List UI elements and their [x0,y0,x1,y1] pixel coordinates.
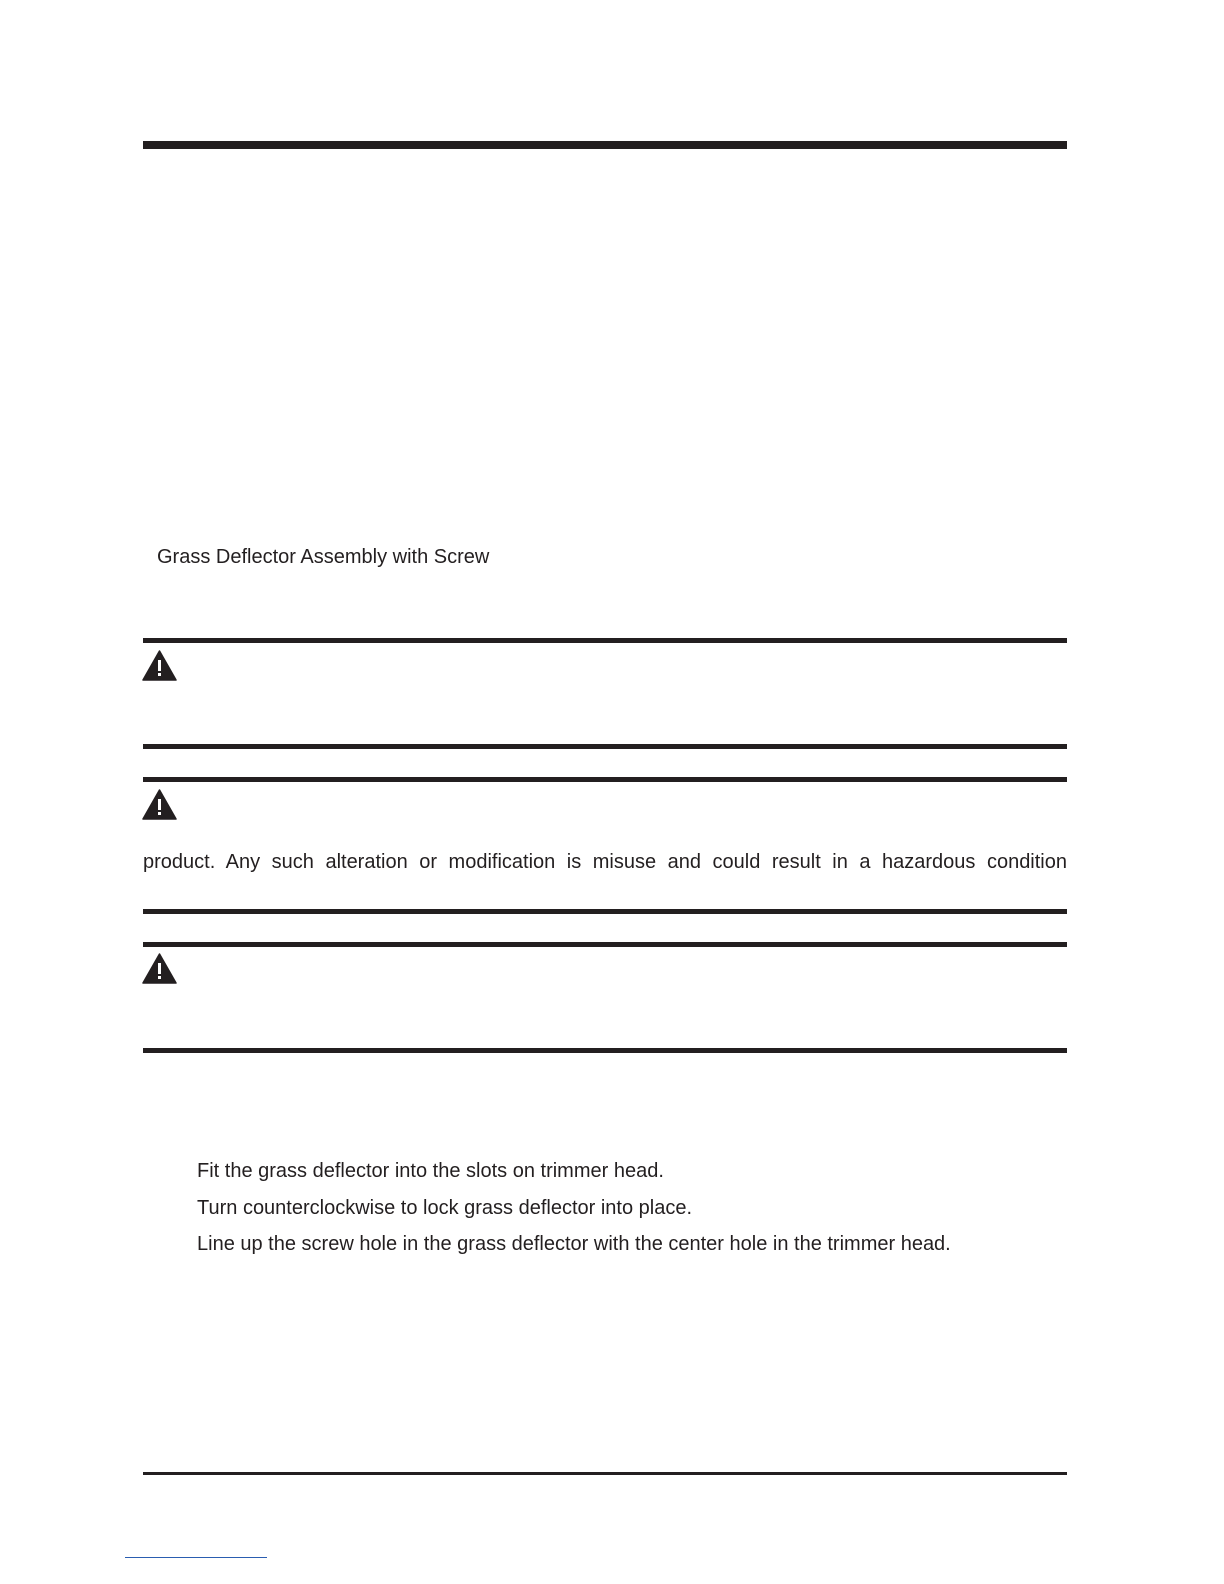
footer-rule [143,1472,1067,1475]
instruction-steps [197,1159,951,1269]
warning-triangle-icon [142,953,177,984]
warning-box-top-rule [143,777,1067,782]
warning-text: product. Any such alteration or modification is misuse and could result in a hazardous condition [143,851,1067,873]
instruction-step-3: Line up the screw hole in the grass deflector with the center hole in the trimmer head. [197,1233,951,1255]
warning-box-bottom-rule [143,1048,1067,1053]
warning-box-top-rule [143,638,1067,643]
warning-box-bottom-rule [143,909,1067,914]
header-rule [143,141,1067,149]
warning-box-top-rule [143,942,1067,947]
instruction-step-1: Fit the grass deflector into the slots on trimmer head. [197,1160,664,1182]
instruction-step-2: Turn counterclockwise to lock grass deflector into place. [197,1196,693,1219]
warning-box-bottom-rule [143,744,1067,749]
footer-link-underline[interactable] [125,1557,267,1558]
part-label-grass-deflector: Grass Deflector Assembly with Screw [157,546,490,568]
warning-triangle-icon [142,650,177,681]
warning-triangle-icon [142,789,177,820]
